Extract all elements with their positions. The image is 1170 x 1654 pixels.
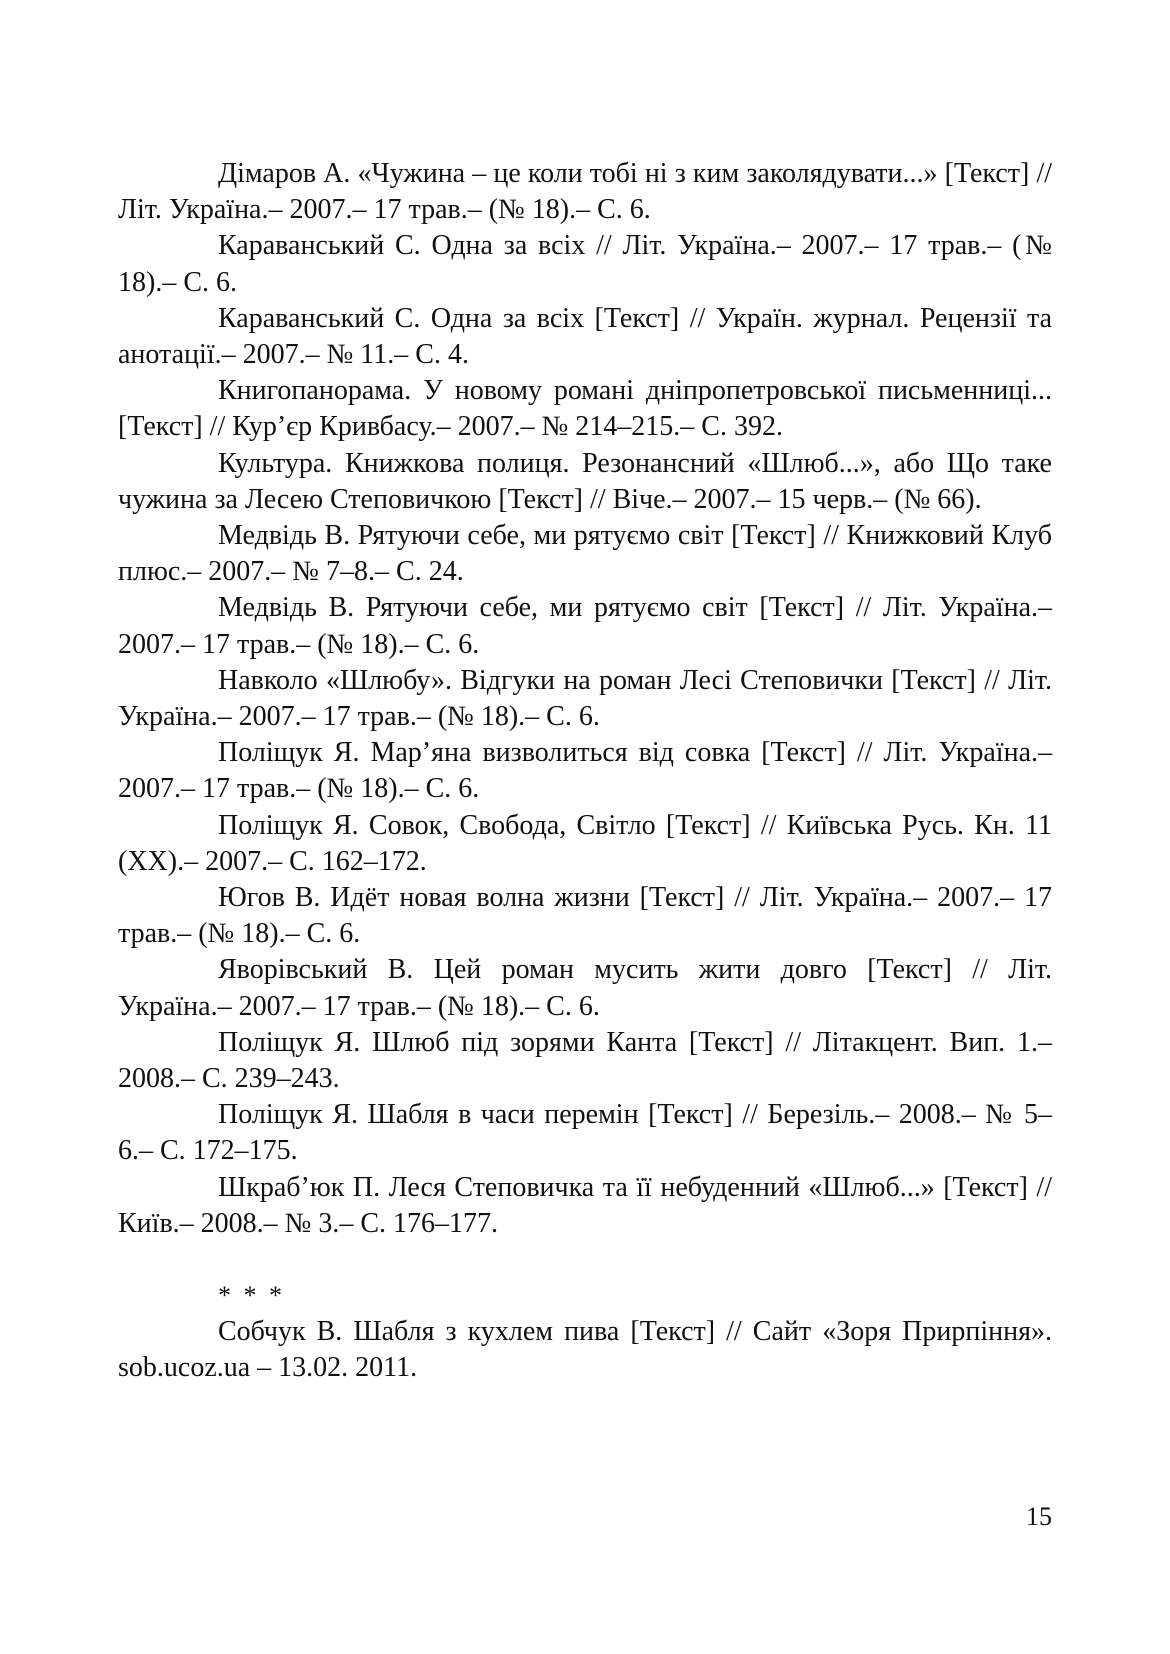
section-separator: * * * (218, 1281, 285, 1311)
bibliography-entry: Караванський С. Одна за всіх // Літ. Україна.– 2007.– 17 трав.– (№ 18).– С. 6. (118, 230, 1052, 298)
page-number: 15 (1026, 1502, 1052, 1531)
bibliography-entry: Караванський С. Одна за всіх [Текст] // Україн. журнал. Рецензії та анотації.– 2007.– № 11.– С. 4. (118, 302, 1052, 371)
bibliography-entry: Культура. Книжкова полиця. Резонансний «Шлюб...», або Що таке чужина за Лесею Степовичкою [Текст] // Віче.– 2007.– 15 черв.– (№ 66). (118, 447, 1052, 515)
bibliography-entry: Поліщук Я. Совок, Свобода, Світло [Текст] // Київська Русь. Кн. 11 (XX).– 2007.– С. 162–172. (118, 809, 1052, 877)
bibliography-entry: Медвідь В. Рятуючи себе, ми рятуємо світ [Текст] // Книжковий Клуб плюс.– 2007.– № 7–8.– С. 24. (118, 520, 1052, 588)
bibliography-entry: Югов В. Идёт новая волна жизни [Текст] // Літ. Україна.– 2007.– 17 трав.– (№ 18).– С. 6. (118, 882, 1052, 950)
bibliography-entry: Поліщук Я. Мар’яна визволиться від совка [Текст] // Літ. Україна.– 2007.– 17 трав.– (№ 18).– С. 6. (118, 737, 1052, 805)
bibliography-entry: Шкраб’юк П. Леся Степовичка та її небуденний «Шлюб...» [Текст] // Київ.– 2008.– № 3.– С. 176–177. (118, 1171, 1052, 1239)
bibliography-entry: Медвідь В. Рятуючи себе, ми рятуємо світ [Текст] // Літ. Україна.– 2007.– 17 трав.– (№ 18).– С. 6. (118, 592, 1052, 660)
bibliography-entry: Навколо «Шлюбу». Відгуки на роман Лесі Степовички [Текст] // Літ. Україна.– 2007.– 17 трав.– (№ 18).– С. 6. (118, 664, 1052, 733)
page-body (118, 156, 1052, 1387)
bibliography-entry: Поліщук Я. Шлюб під зорями Канта [Текст] // Літакцент. Вип. 1.– 2008.– С. 239–243. (118, 1026, 1052, 1095)
bibliography-entry: Книгопанорама. У новому романі дніпропетровської письменниці... [Текст] // Кур’єр Кривбасу.– 2007.– № 214–215.– С. 392. (118, 375, 1052, 443)
bibliography-entry: Собчук В. Шабля з кухлем пива [Текст] // Сайт «Зоря Прирпіння». sob.ucoz.ua – 13.02. 2011. (118, 1316, 1052, 1384)
bibliography-entry: Яворівський В. Цей роман мусить жити довго [Текст] // Літ. Україна.– 2007.– 17 трав.– (№ 18).– С. 6. (118, 954, 1052, 1022)
bibliography-entry: Дімаров А. «Чужина – це коли тобі ні з ким заколядувати...» [Текст] // Літ. Україна.– 2007.– 17 трав.– (№ 18).– С. 6. (118, 158, 1052, 226)
bibliography-entry: Поліщук Я. Шабля в часи перемін [Текст] // Березіль.– 2008.– № 5–6.– С. 172–175. (118, 1099, 1052, 1167)
